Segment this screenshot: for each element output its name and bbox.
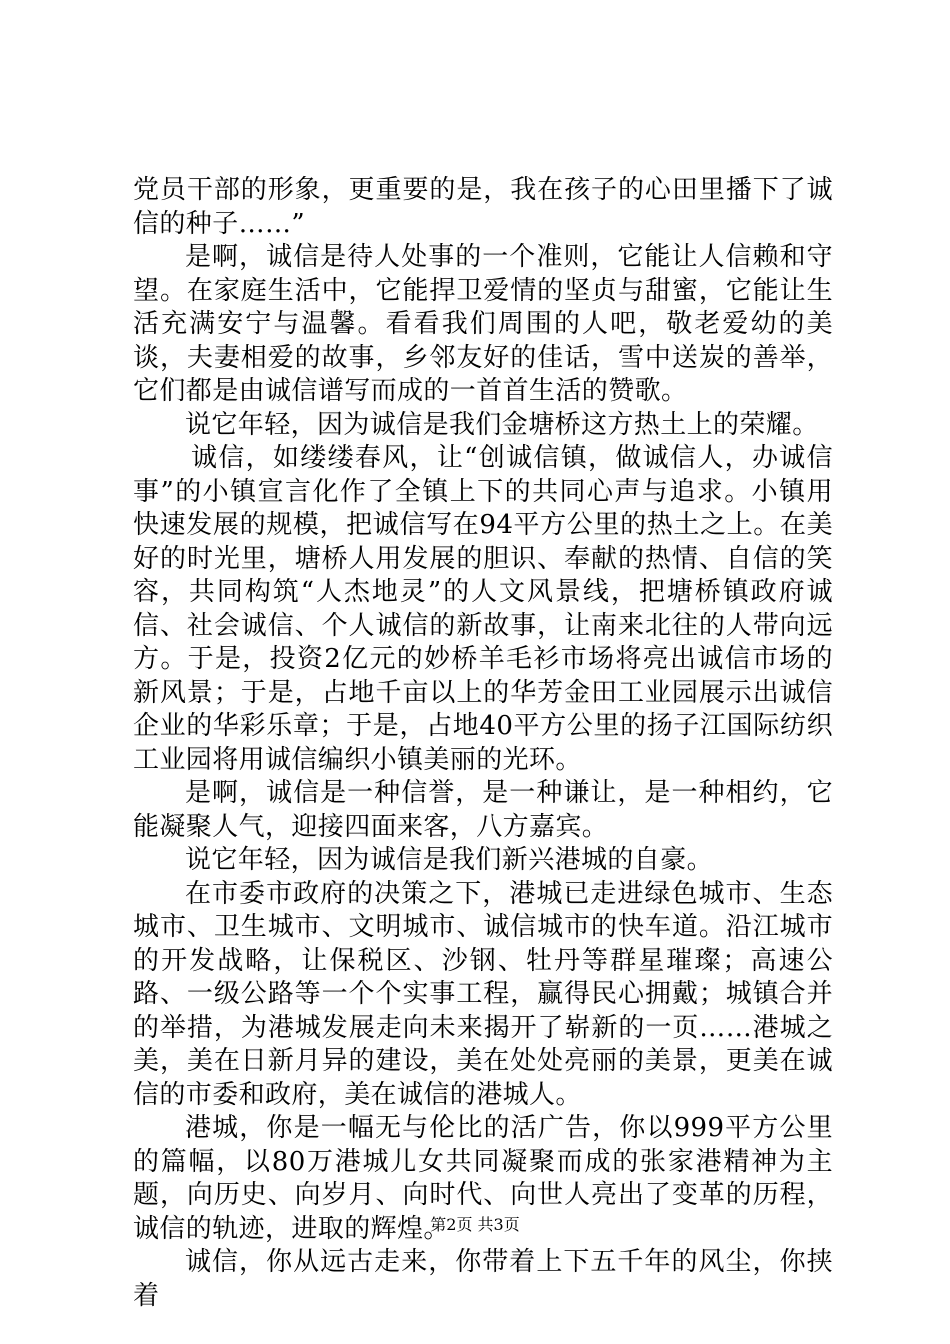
paragraph: 说它年轻，因为诚信是我们新兴港城的自豪。 [185,845,714,875]
page-footer [0,1215,950,1235]
paragraph: 党员干部的形象，更重要的是，我在孩子的心田里播下了诚信的种子……” [133,175,833,239]
paragraph: 是啊，诚信是待人处事的一个准则，它能让人信赖和守望。在家庭生活中，它能捍卫爱情的坚贞与甜蜜，它能让生活充满安宁与温馨。看看我们周围的人吧，敬老爱幼的美谈，夫妻相爱的故事，乡邻友好的佳话，雪中送炭的善举，它们都是由诚信谱写而成的一首首生活的赞歌。 [133,242,833,406]
paragraph: 诚信，如缕缕春风，让“创诚信镇，做诚信人，办诚信事”的小镇宣言化作了全镇上下的共同心声与追求。小镇用快速发展的规模，把诚信写在94平方公里的热土之上。在美好的时光里，塘桥人用发展的胆识、奉献的热情、自信的笑容，共同构筑“人杰地灵”的人文风景线，把塘桥镇政府诚信、社会诚信、个人诚信的新故事，让南来北往的人带向远方。于是，投资2亿元的妙桥羊毛衫市场将亮出诚信市场的新风景；于是，占地千亩以上的华芳金田工业园展示出诚信企业的华彩乐章；于是，占地40平方公里的扬子江国际纺织工业园将用诚信编织小镇美丽的光环。 [133,443,833,775]
paragraph: 在市委市政府的决策之下，港城已走进绿色城市、生态城市、卫生城市、文明城市、诚信城市的快车道。沿江城市的开发战略，让保税区、沙钢、牡丹等群星璀璨；高速公路、一级公路等一个个实事工程，赢得民心拥戴；城镇合并的举措，为港城发展走向未来揭开了崭新的一页……港城之美，美在日新月异的建设，美在处处亮丽的美景，更美在诚信的市委和政府，美在诚信的港城人。 [133,878,833,1110]
paragraph: 是啊，诚信是一种信誉，是一种谦让，是一种相约，它能凝聚人气，迎接四面来客，八方嘉宾。 [133,778,833,842]
paragraph: 诚信，你从远古走来，你带着上下五千年的风尘，你挟着 [133,1247,833,1311]
document-body [133,174,833,1313]
paragraph: 港城，你是一幅无与伦比的活广告，你以999平方公里的篇幅，以80万港城儿女共同凝聚而成的张家港精神为主题，向历史、向岁月、向时代、向世人亮出了变革的历程，诚信的轨迹，进取的辉煌。 [133,1113,833,1244]
page-number: 第2页 共3页 [430,1215,520,1234]
paragraph: 说它年轻，因为诚信是我们金塘桥这方热土上的荣耀。 [185,409,819,440]
